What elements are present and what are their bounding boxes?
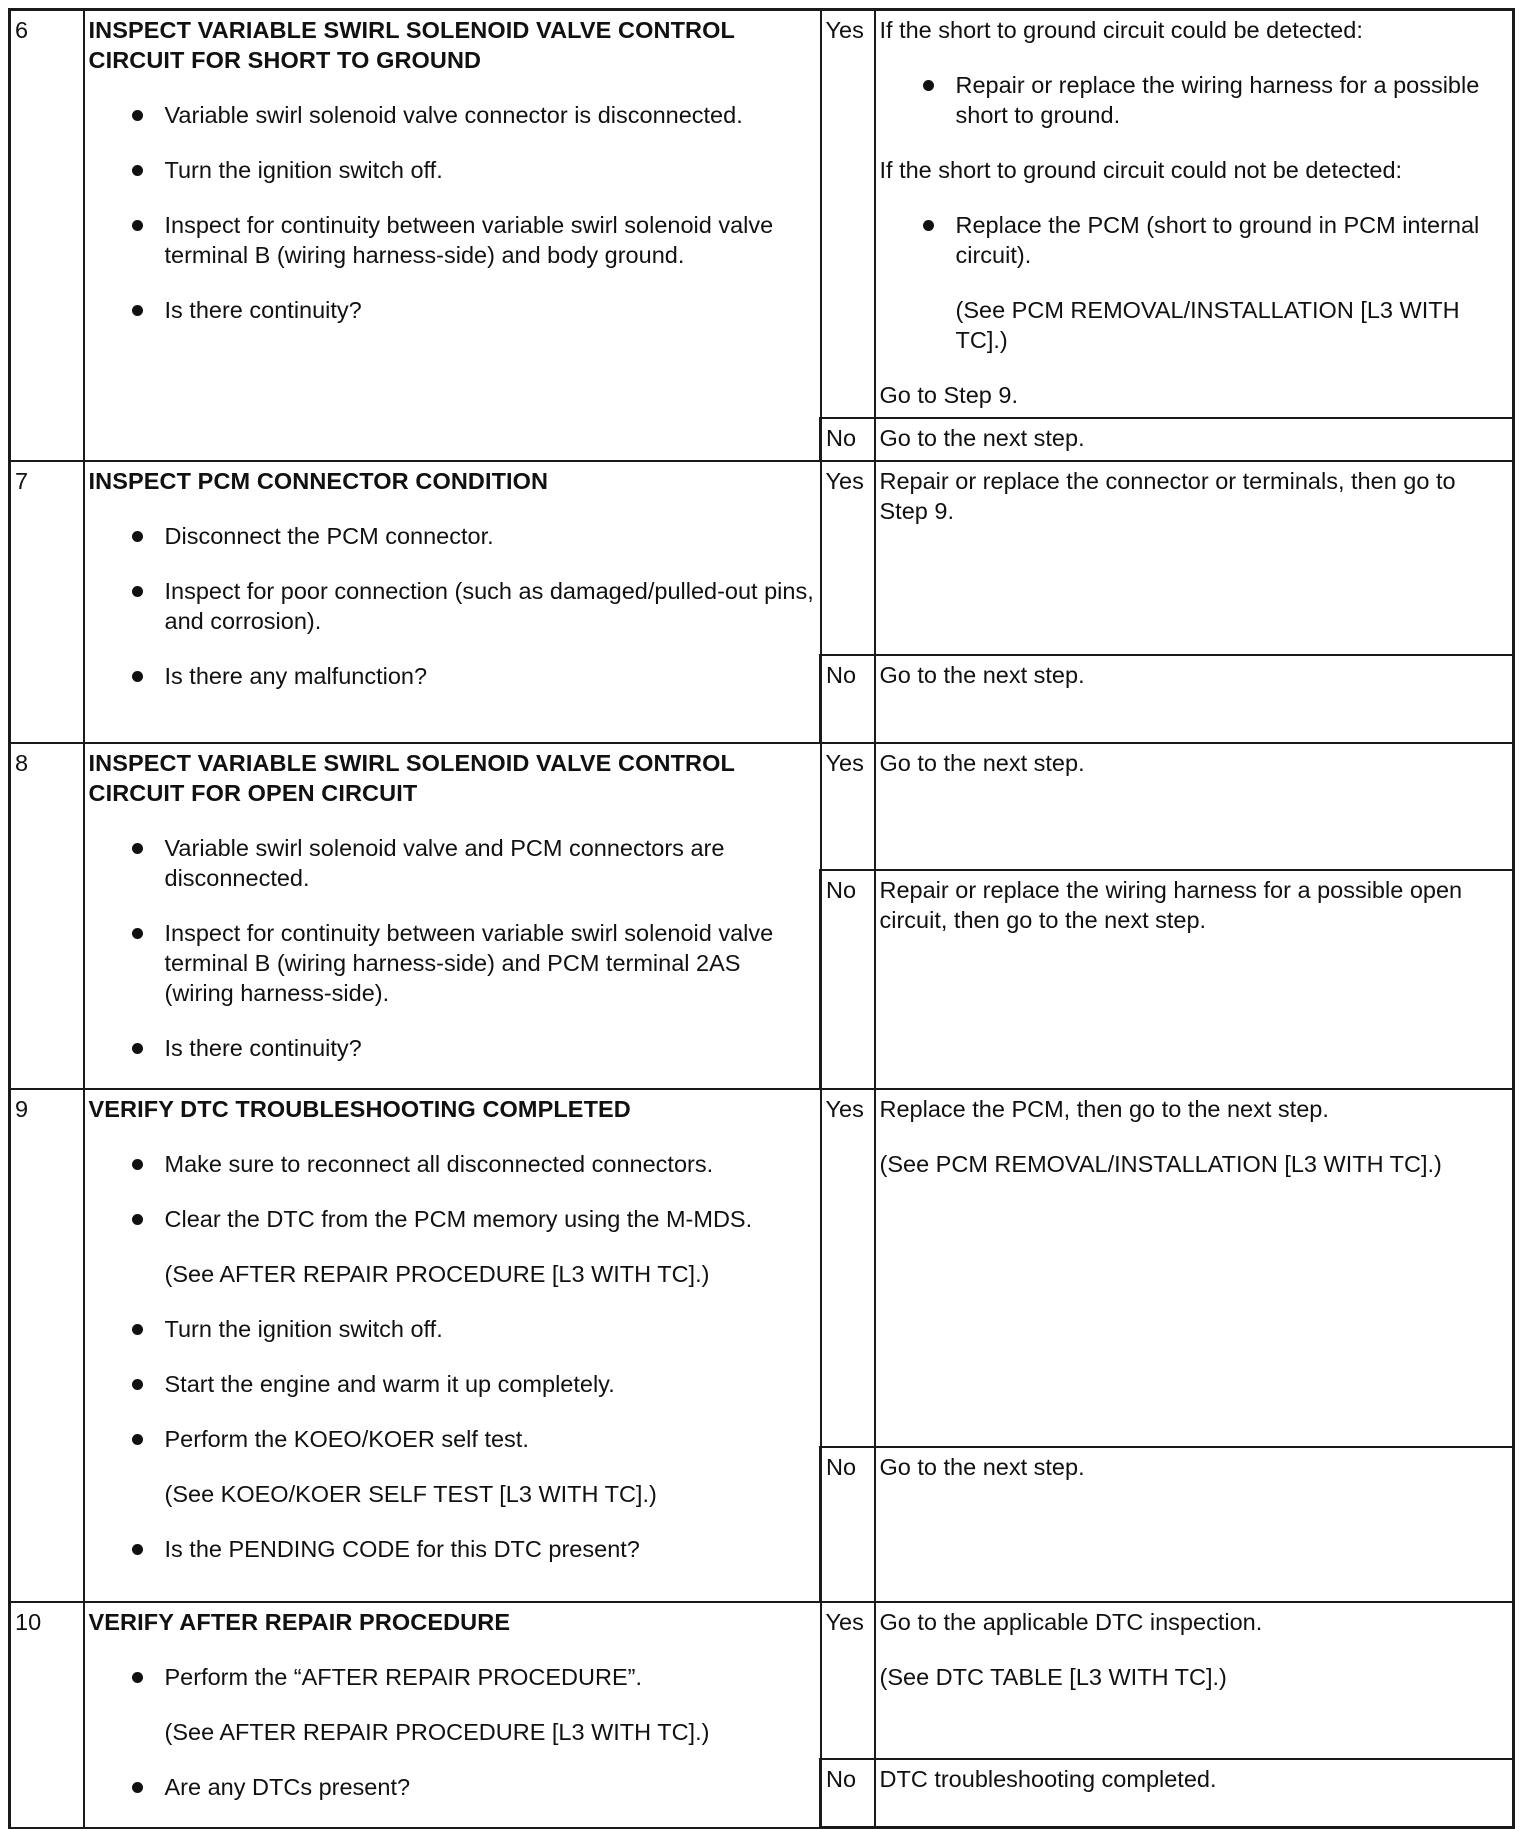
step-action [84, 10, 821, 461]
result-text: Replace the PCM, then go to the next step. [879, 1095, 1329, 1122]
result-text: If the short to ground circuit could not be detected: [879, 157, 1403, 183]
yes-label: Yes [821, 743, 875, 870]
table-row [10, 10, 1514, 418]
no-result: Go to the next step. [875, 418, 1514, 461]
step-number: 9 [10, 1089, 84, 1602]
action-item: Turn the ignition switch off. [89, 1314, 816, 1344]
step-title: VERIFY AFTER REPAIR PROCEDURE [88, 1608, 511, 1635]
see-reference: (See AFTER REPAIR PROCEDURE [L3 WITH TC].) [164, 1718, 710, 1745]
step-number: 6 [10, 10, 84, 461]
action-item: Variable swirl solenoid valve and PCM connectors are disconnected. [89, 833, 816, 893]
step-title: INSPECT VARIABLE SWIRL SOLENOID VALVE CONTROL CIRCUIT FOR OPEN CIRCUIT [88, 749, 735, 806]
action-item: Is there continuity? [89, 1033, 816, 1063]
table-row [10, 1089, 1514, 1447]
yes-result [875, 1602, 1514, 1760]
step-action [84, 461, 821, 743]
see-reference: (See KOEO/KOER SELF TEST [L3 WITH TC].) [164, 1480, 657, 1507]
action-item: Start the engine and warm it up completely. [89, 1369, 816, 1399]
no-label: No [821, 1759, 875, 1827]
result-text: Go to the applicable DTC inspection. [879, 1608, 1263, 1635]
no-label: No [821, 870, 875, 1089]
action-item: Variable swirl solenoid valve connector is disconnected. [89, 100, 816, 130]
table-row [10, 461, 1514, 655]
no-label: No [821, 418, 875, 461]
yes-result: Go to the next step. [875, 743, 1514, 870]
no-result: Repair or replace the wiring harness for a possible open circuit, then go to the next step. [875, 870, 1514, 1089]
action-item: Clear the DTC from the PCM memory using the M-MDS. [89, 1204, 816, 1234]
no-label: No [821, 1447, 875, 1602]
no-result: Go to the next step. [875, 1447, 1514, 1602]
table-row [10, 743, 1514, 870]
yes-label: Yes [821, 1602, 875, 1760]
yes-label: Yes [821, 10, 875, 418]
step-action [84, 1602, 821, 1828]
result-bullet: Repair or replace the wiring harness for a possible short to ground. [880, 70, 1509, 130]
see-reference: (See DTC TABLE [L3 WITH TC].) [879, 1663, 1227, 1690]
step-number: 10 [10, 1602, 84, 1828]
result-text: If the short to ground circuit could be detected: [879, 17, 1363, 43]
result-bullet: Replace the PCM (short to ground in PCM internal circuit). [880, 210, 1509, 270]
action-item: Turn the ignition switch off. [89, 155, 816, 185]
step-action [84, 1089, 821, 1602]
no-label: No [821, 655, 875, 743]
yes-result [875, 1089, 1514, 1447]
step-action [84, 743, 821, 1089]
action-item: Is there continuity? [89, 295, 816, 325]
yes-label: Yes [821, 1089, 875, 1447]
yes-result [875, 10, 1514, 418]
action-item: Is there any malfunction? [89, 661, 816, 691]
diagnostic-procedure-document [8, 8, 1512, 1800]
yes-result: Repair or replace the connector or terminals, then go to Step 9. [875, 461, 1514, 655]
step-title: INSPECT PCM CONNECTOR CONDITION [88, 467, 549, 494]
action-item: Inspect for continuity between variable swirl solenoid valve terminal B (wiring harness-side) and body ground. [89, 210, 816, 270]
action-item: Inspect for continuity between variable swirl solenoid valve terminal B (wiring harness-side) and PCM terminal 2AS (wiring harness-side). [89, 918, 816, 1008]
result-text: Go to Step 9. [879, 382, 1018, 408]
action-item: Are any DTCs present? [89, 1772, 816, 1802]
see-reference: (See AFTER REPAIR PROCEDURE [L3 WITH TC].) [164, 1260, 710, 1287]
action-item: Is the PENDING CODE for this DTC present? [89, 1534, 816, 1564]
diagnostic-table [8, 8, 1515, 1829]
no-result: DTC troubleshooting completed. [875, 1759, 1514, 1827]
action-item: Perform the “AFTER REPAIR PROCEDURE”. [89, 1662, 816, 1692]
step-number: 7 [10, 461, 84, 743]
step-title: VERIFY DTC TROUBLESHOOTING COMPLETED [88, 1095, 631, 1122]
no-result: Go to the next step. [875, 655, 1514, 743]
action-item: Disconnect the PCM connector. [89, 521, 816, 551]
see-reference: (See PCM REMOVAL/INSTALLATION [L3 WITH TC].) [879, 1150, 1442, 1177]
step-number: 8 [10, 743, 84, 1089]
step-title: INSPECT VARIABLE SWIRL SOLENOID VALVE CONTROL CIRCUIT FOR SHORT TO GROUND [88, 17, 735, 73]
yes-label: Yes [821, 461, 875, 655]
see-reference: (See PCM REMOVAL/INSTALLATION [L3 WITH TC].) [955, 297, 1460, 353]
action-item: Make sure to reconnect all disconnected connectors. [89, 1149, 816, 1179]
action-item: Inspect for poor connection (such as damaged/pulled-out pins, and corrosion). [89, 576, 816, 636]
table-row [10, 1602, 1514, 1760]
action-item: Perform the KOEO/KOER self test. [89, 1424, 816, 1454]
